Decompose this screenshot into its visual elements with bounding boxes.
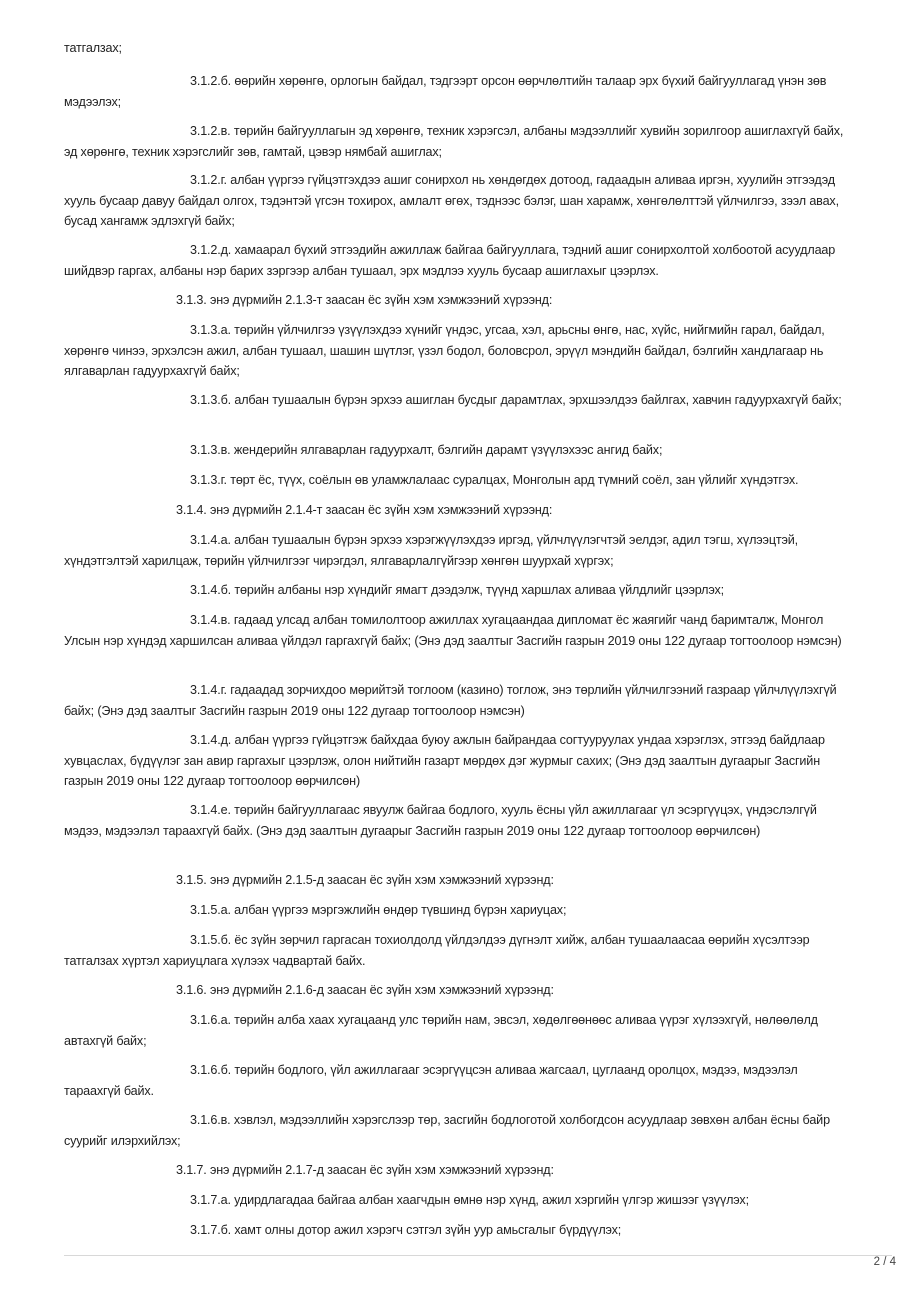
paragraph-3-1-6-v: 3.1.6.в. хэвлэл, мэдээллийн хэрэгслээр төр, засгийн бодлоготой холбогдсон асуудлаар зөвхөн албан ёсны байр суурийг илэрхийлэх; <box>64 1113 830 1148</box>
paragraph-3-1-4-b: 3.1.4.б. төрийн албаны нэр хүндийг ямагт дээдэлж, түүнд харшлах аливаа үйлдлийг цээрлэх; <box>190 583 724 597</box>
footer-divider <box>64 1255 892 1256</box>
paragraph-3-1-2-g: 3.1.2.г. албан үүргээ гүйцэтгэхдээ ашиг сонирхол нь хөндөгдөх дотоод, гадаадын аливаа иргэн, хуулийн этгээдэд хууль бусаар давуу байдал олгох, тэдэнтэй үгсэн тохирох, амлалт өгөх, тэднээс бэлэг, шан харамж, хөнгөлөлттэй үйлчилгээ, зээл авах, бусад хангамж эдлэхгүй байх; <box>64 173 839 228</box>
paragraph-3-1-6-a: 3.1.6.а. төрийн алба хаах хугацаанд улс төрийн нам, эвсэл, хөдөлгөөнөөс аливаа үүрэг хүлээхгүй, нөлөөлөлд автахгүй байх; <box>64 1013 818 1048</box>
paragraph-3-1-2-v: 3.1.2.в. төрийн байгууллагын эд хөрөнгө, техник хэрэгсэл, албаны мэдээллийг хувийн зорилгоор ашиглахгүй байх, эд хөрөнгө, техник хэрэгслийг зөв, гамтай, цэвэр нямбай ашиглах; <box>64 124 844 159</box>
paragraph-3-1-4-v: 3.1.4.в. гадаад улсад албан томилолтоор ажиллах хугацаандаа дипломат ёс жаягийг чанд баримталж, Монгол Улсын нэр хүндэд харшилсан аливаа үйлдэл гаргахгүй байх; (Энэ дэд заалтыг Засгийн газрын 2019 оны 122 дугаар тогтоолоор нэмсэн) <box>64 613 842 648</box>
paragraph-3-1-7: 3.1.7. энэ дүрмийн 2.1.7-д заасан ёс зүйн хэм хэмжээний хүрээнд: <box>176 1163 554 1177</box>
paragraph-3-1-6: 3.1.6. энэ дүрмийн 2.1.6-д заасан ёс зүйн хэм хэмжээний хүрээнд: <box>176 983 554 997</box>
paragraph-3-1-3-b: 3.1.3.б. албан тушаалын бүрэн эрхээ ашиглан бусдыг дарамтлах, эрхшээлдээ байлгах, хавчин гадуурхахгүй байх; <box>190 393 842 407</box>
paragraph-3-1-7-b: 3.1.7.б. хамт олны дотор ажил хэрэгч сэтгэл зүйн уур амьсгалыг бүрдүүлэх; <box>190 1223 622 1237</box>
paragraph-continuation: татгалзах; <box>64 41 122 55</box>
paragraph-3-1-2-d: 3.1.2.д. хамаарал бүхий этгээдийн ажиллаж байгаа байгууллага, тэдний ашиг сонирхолтой холбоотой асуудлаар шийдвэр гаргах, албаны нэр барих зэргээр албан тушаал, эрх мэдлээ хууль бусаар ашиглахыг цээрлэх. <box>64 243 836 278</box>
paragraph-3-1-4-a: 3.1.4.а. албан тушаалын бүрэн эрхээ хэрэгжүүлэхдээ иргэд, үйлчлүүлэгчтэй эелдэг, адил тэгш, хүлээцтэй, хүндэтгэлтэй харилцаж, төрийн үйлчилгээг чирэгдэл, ялгаварлалгүйгээр хөнгөн шуурхай хүргэх; <box>64 533 799 568</box>
paragraph-3-1-5-b: 3.1.5.б. ёс зүйн зөрчил гаргасан тохиолдолд үйлдэлдээ дүгнэлт хийж, албан тушаалаасаа өөрийн хүсэлтээр татгалзах хүртэл хариуцлага хүлээх чадвартай байх. <box>64 933 810 968</box>
paragraph-3-1-2-b: 3.1.2.б. өөрийн хөрөнгө, орлогын байдал, тэдгээрт орсон өөрчлөлтийн талаар эрх бүхий байгууллагад үнэн зөв мэдээлэх; <box>64 74 827 109</box>
paragraph-3-1-3: 3.1.3. энэ дүрмийн 2.1.3-т заасан ёс зүйн хэм хэмжээний хүрээнд: <box>176 293 553 307</box>
paragraph-3-1-7-a: 3.1.7.а. удирдлагадаа байгаа албан хаагчдын өмнө нэр хүнд, ажил хэргийн үлгэр жишээг үзүүлэх; <box>190 1193 749 1207</box>
paragraph-3-1-4-g: 3.1.4.г. гадаадад зорчихдоо мөрийтэй тоглоом (казино) тоглож, энэ төрлийн үйлчилгээний газраар үйлчлүүлэхгүй байх; (Энэ дэд заалтыг Засгийн газрын 2019 оны 122 дугаар тогтоолоор нэмсэн) <box>64 683 837 718</box>
paragraph-3-1-3-a: 3.1.3.а. төрийн үйлчилгээ үзүүлэхдээ хүнийг үндэс, угсаа, хэл, арьсны өнгө, нас, хүйс, нийгмийн гарал, байдал, хөрөнгө чинээ, эрхэлсэн ажил, албан тушаал, шашин шүтлэг, үзэл бодол, боловсрол, эрүүл мэндийн байдал, бэлгийн хандлагаар нь ялгаварлан гадуурхахгүй байх; <box>64 323 825 378</box>
paragraph-3-1-3-g: 3.1.3.г. төрт ёс, түүх, соёлын өв уламжлалаас суралцах, Монголын ард түмний соёл, зан үйлийг хүндэтгэх. <box>190 473 799 487</box>
page-number: 2 / 4 <box>873 1256 896 1268</box>
paragraph-3-1-5: 3.1.5. энэ дүрмийн 2.1.5-д заасан ёс зүйн хэм хэмжээний хүрээнд: <box>176 873 554 887</box>
paragraph-3-1-5-a: 3.1.5.а. албан үүргээ мэргэжлийн өндөр түвшинд бүрэн хариуцах; <box>190 903 567 917</box>
paragraph-3-1-6-b: 3.1.6.б. төрийн бодлого, үйл ажиллагааг эсэргүүцсэн аливаа жагсаал, цуглаанд оролцох, мэдээ, мэдээлэл тараахгүй байх. <box>64 1063 798 1098</box>
paragraph-3-1-4: 3.1.4. энэ дүрмийн 2.1.4-т заасан ёс зүйн хэм хэмжээний хүрээнд: <box>176 503 553 517</box>
paragraph-3-1-4-e: 3.1.4.е. төрийн байгууллагаас явуулж байгаа бодлого, хууль ёсны үйл ажиллагааг үл эсэргүүцэх, үндэслэлгүй мэдээ, мэдээлэл тараахгүй байх. (Энэ дэд заалтын дугаарыг Засгийн газрын 2019 оны 122 дугаар тогтоолоор өөрчилсөн) <box>64 803 817 838</box>
paragraph-3-1-3-v: 3.1.3.в. жендерийн ялгаварлан гадуурхалт, бэлгийн дарамт үзүүлэхээс ангид байх; <box>190 443 663 457</box>
paragraph-3-1-4-d: 3.1.4.д. албан үүргээ гүйцэтгэж байхдаа буюу ажлын байрандаа согтууруулах ундаа хэрэглэх, этгээд байдлаар хувцаслах, бүдүүлэг зан авир гаргахыг цээрлэж, олон нийтийн газарт мөрдөх дэг журмыг сахих; (Энэ дэд заалтын дугаарыг Засгийн газрын 2019 оны 122 дугаар тогтоолоор өөрчилсөн) <box>64 733 825 788</box>
